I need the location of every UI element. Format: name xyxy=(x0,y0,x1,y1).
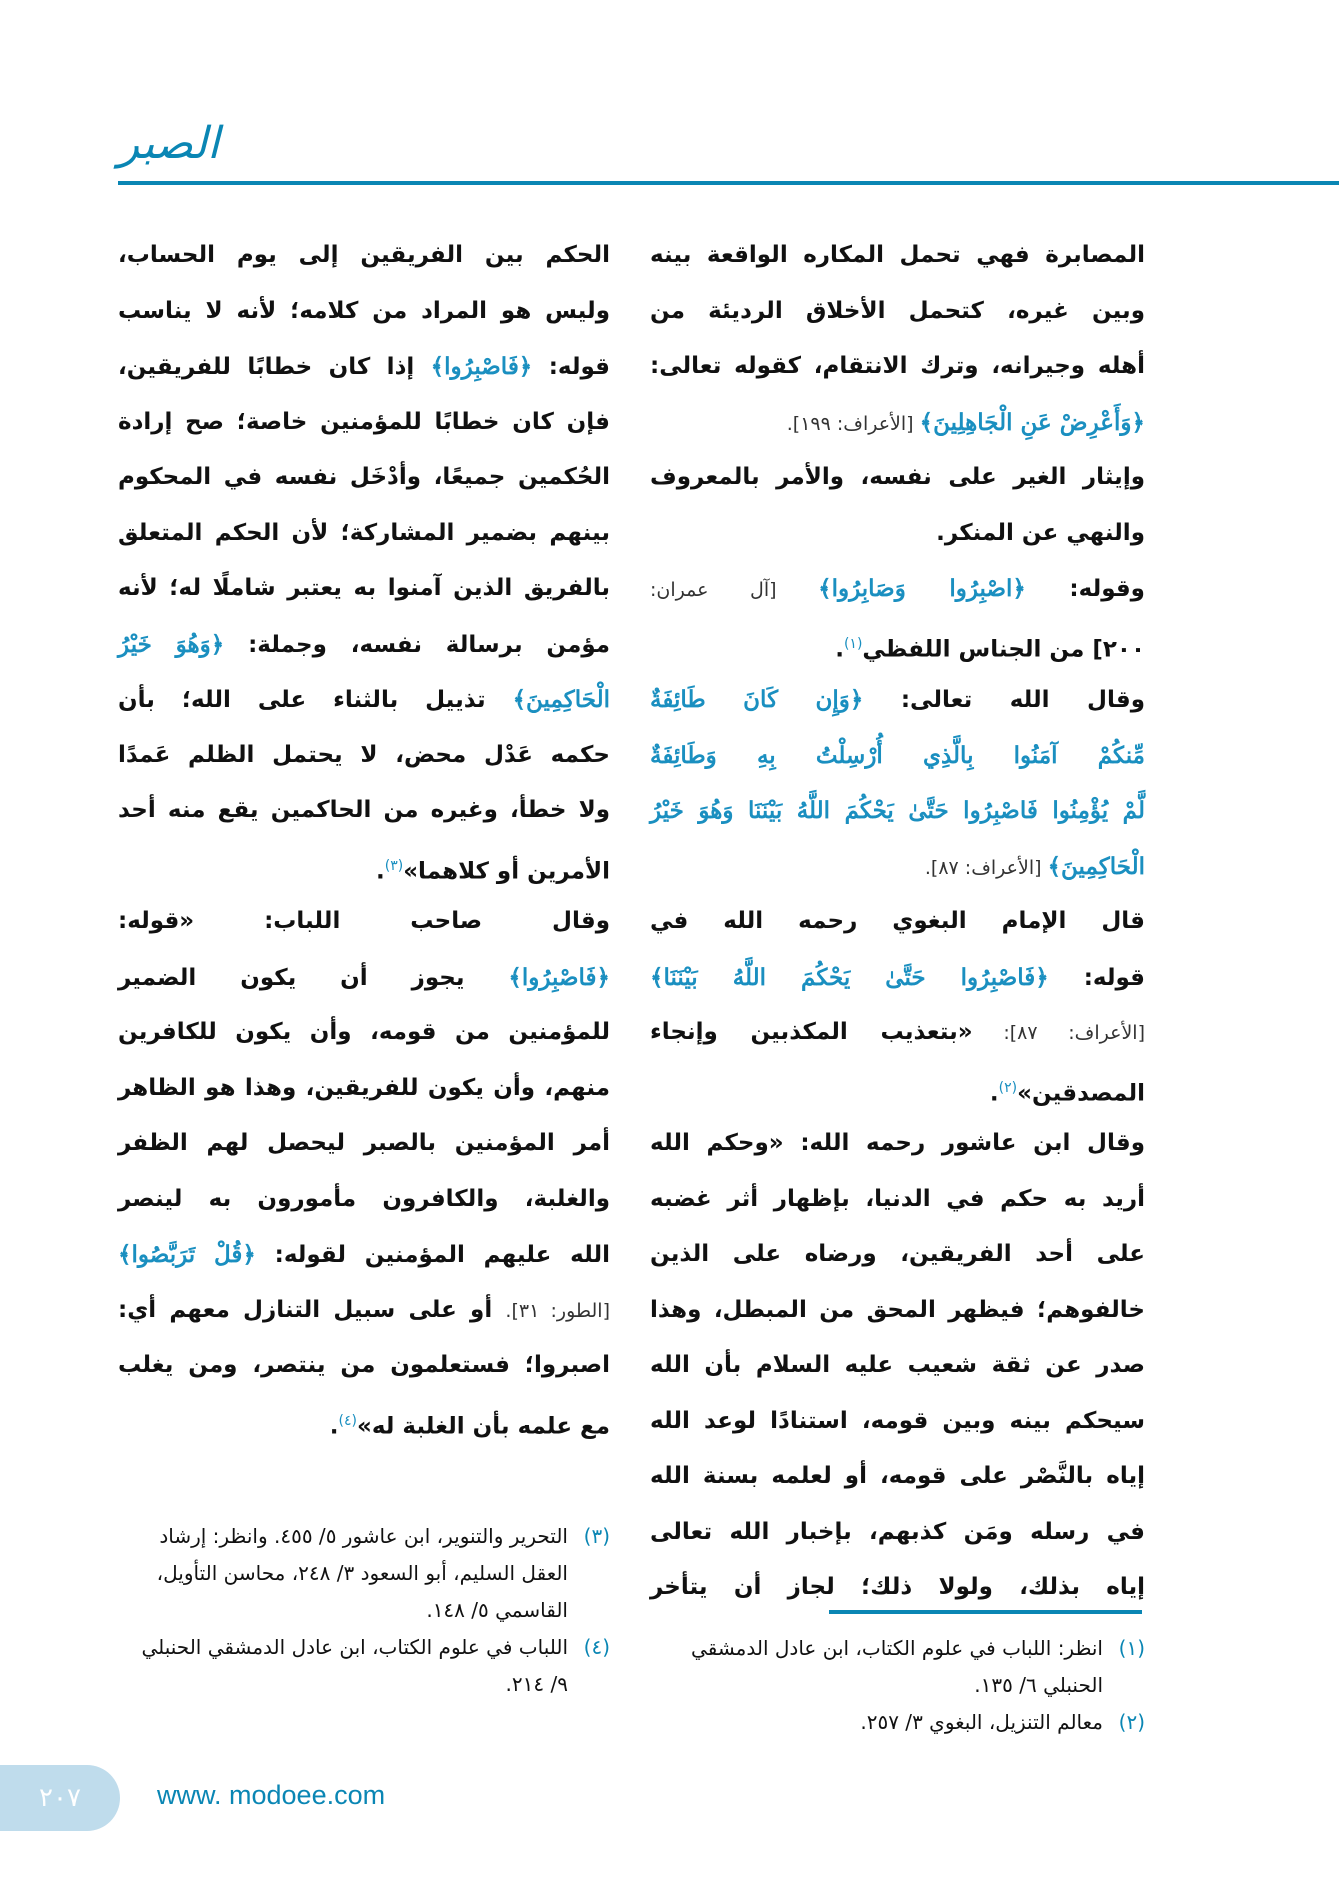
text-segment: إذا كان خطابًا للفريقين، xyxy=(118,354,431,380)
text-line xyxy=(118,950,610,1006)
header-rule xyxy=(118,181,1339,185)
text-segment: ٢٠٠] من الجناس اللفظي xyxy=(862,636,1145,663)
verse-reference: [الأعراف: ١٩٩]. xyxy=(786,412,920,435)
text-segment: وإيثار الغير على نفسه، والأمر بالمعروف xyxy=(650,464,1145,490)
text-line xyxy=(650,561,1145,617)
text-segment: أريد به حكم في الدنيا، بإظهار أثر غضبه xyxy=(650,1185,1145,1212)
quran-verse: ﴿وَهُوَ خَيْرُ xyxy=(118,630,225,658)
verse-reference: [الأعراف: ٨٧]. xyxy=(924,856,1048,879)
text-segment: فإن كان خطابًا للمؤمنين خاصة؛ صح إرادة xyxy=(118,408,610,435)
text-line xyxy=(650,1172,1145,1228)
text-line xyxy=(650,1227,1145,1283)
text-segment: وقوله: xyxy=(1025,576,1145,602)
text-segment: قوله: xyxy=(532,354,610,380)
text-segment: إياه بذلك، ولولا ذلك؛ لجاز أن يتأخر xyxy=(650,1574,1145,1600)
text-line xyxy=(650,506,1145,562)
text-line xyxy=(650,284,1145,340)
text-line xyxy=(118,1227,610,1283)
footnote-ref: (١) xyxy=(843,635,863,652)
text-segment: المصابرة فهي تحمل المكاره الواقعة بينه xyxy=(650,242,1145,268)
footnote-text: التحرير والتنوير، ابن عاشور ٥/ ٤٥٥. وانظر: إرشاد العقل السليم، أبو السعود ٣/ ٢٤٨، محاسن التأويل، القاسمي ٥/ ١٤٨. xyxy=(156,1524,568,1622)
text-line xyxy=(118,561,610,617)
text-segment: وليس هو المراد من كلامه؛ لأنه لا يناسب xyxy=(118,297,610,324)
text-segment: الله عليهم المؤمنين لقوله: xyxy=(255,1242,610,1268)
text-segment: أمر المؤمنين بالصبر ليحصل لهم الظفر xyxy=(118,1130,610,1156)
text-segment: المصدقين» xyxy=(1017,1080,1145,1107)
quran-verse: ﴿فَاصْبِرُوا حَتَّىٰ يَحْكُمَ اللَّهُ بَيْنَنَا﴾ xyxy=(650,963,1049,991)
text-segment: للمؤمنين من قومه، وأن يكون للكافرين xyxy=(118,1019,610,1045)
text-line xyxy=(650,1005,1145,1061)
text-line xyxy=(118,617,610,673)
text-segment: قوله: xyxy=(1048,964,1145,991)
text-segment: الأمرين أو كلاهما» xyxy=(403,858,610,885)
footnote-number: (٣) xyxy=(583,1524,610,1548)
text-segment: على أحد الفريقين، ورضاه على الذين xyxy=(650,1241,1145,1267)
chapter-title: الصبر xyxy=(118,118,220,169)
right-column xyxy=(650,228,1145,1616)
quran-verse: الْحَاكِمِينَ﴾ xyxy=(1047,852,1145,880)
text-line xyxy=(118,1283,610,1339)
text-line xyxy=(650,1061,1145,1117)
quran-verse: ﴿اصْبِرُوا وَصَابِرُوا﴾ xyxy=(818,575,1026,602)
text-segment: والنهي عن المنكر. xyxy=(936,519,1145,546)
text-line xyxy=(118,728,610,784)
text-segment: وقال ابن عاشور رحمه الله: «وحكم الله xyxy=(650,1130,1145,1156)
quran-verse: الْحَاكِمِينَ﴾ xyxy=(512,686,610,713)
footnote-text: انظر: اللباب في علوم الكتاب، ابن عادل الدمشقي الحنبلي ٦/ ١٣٥. xyxy=(691,1636,1103,1697)
quran-verse: ﴿وَإِن كَانَ طَائِفَةٌ xyxy=(650,686,864,713)
text-segment: . xyxy=(835,636,844,663)
text-line xyxy=(650,672,1145,728)
footnote-number: (١) xyxy=(1118,1636,1145,1660)
text-segment: تذييل بالثناء على الله؛ بأن xyxy=(118,687,513,713)
text-line xyxy=(118,1338,610,1394)
text-line xyxy=(650,1283,1145,1339)
text-segment: . xyxy=(375,858,385,885)
left-column xyxy=(118,228,610,1449)
text-line xyxy=(118,1061,610,1117)
footnote-separator xyxy=(829,1610,1142,1614)
text-line xyxy=(650,450,1145,506)
text-line xyxy=(118,450,610,506)
text-line xyxy=(650,839,1145,895)
text-line xyxy=(650,950,1145,1006)
footnote-text: اللباب في علوم الكتاب، ابن عادل الدمشقي الحنبلي ٩/ ٢١٤. xyxy=(141,1635,568,1696)
text-line xyxy=(650,1505,1145,1561)
text-segment: . xyxy=(989,1080,999,1107)
text-segment: بينهم بضمير المشاركة؛ لأن الحكم المتعلق xyxy=(118,519,610,546)
text-segment: وقال الله تعالى: xyxy=(863,687,1145,713)
text-line xyxy=(118,395,610,451)
text-line xyxy=(650,228,1145,284)
footnote-ref: (٤) xyxy=(338,1412,357,1429)
footnotes-right xyxy=(650,1630,1145,1741)
footnote xyxy=(650,1704,1145,1741)
footnote-ref: (٢) xyxy=(998,1079,1018,1096)
text-line xyxy=(650,894,1145,950)
text-line xyxy=(118,1005,610,1061)
text-line xyxy=(118,284,610,340)
quran-verse: ﴿فَاصْبِرُوا﴾ xyxy=(430,353,533,380)
text-line xyxy=(650,1338,1145,1394)
quran-verse: مِّنكُمْ آمَنُوا بِالَّذِي أُرْسِلْتُ بِهِ وَطَائِفَةٌ xyxy=(650,741,1145,769)
text-line xyxy=(118,1172,610,1228)
text-line xyxy=(118,783,610,839)
text-line xyxy=(118,672,610,728)
text-segment: سيحكم بينه وبين قومه، استنادًا لوعد الله xyxy=(650,1407,1145,1434)
text-line xyxy=(650,395,1145,451)
text-segment: في رسله ومَن كذبهم، بإخبار الله تعالى xyxy=(650,1518,1145,1545)
text-line xyxy=(650,1116,1145,1172)
text-line xyxy=(650,783,1145,839)
text-line xyxy=(118,1116,610,1172)
text-segment: مع علمه بأن الغلبة له» xyxy=(356,1413,610,1440)
text-line xyxy=(650,339,1145,395)
quran-verse: ﴿فَاصْبِرُوا﴾ xyxy=(508,963,610,991)
text-line xyxy=(118,894,610,950)
quran-verse: لَّمْ يُؤْمِنُوا فَاصْبِرُوا حَتَّىٰ يَحْكُمَ اللَّهُ بَيْنَنَا وَهُوَ خَيْرُ xyxy=(650,797,1145,824)
text-line xyxy=(650,617,1145,673)
footnote xyxy=(118,1518,610,1629)
text-segment: وقال صاحب اللباب: «قوله: xyxy=(118,908,610,934)
text-segment: أو على سبيل التنازل معهم أي: xyxy=(118,1296,506,1323)
text-segment: أهله وجيرانه، وترك الانتقام، كقوله تعالى: xyxy=(650,353,1145,379)
text-line xyxy=(118,839,610,895)
footnote-number: (٤) xyxy=(583,1635,610,1659)
text-segment: وبين غيره، كتحمل الأخلاق الرديئة من xyxy=(650,297,1145,324)
footnote-number: (٢) xyxy=(1118,1710,1145,1734)
text-line xyxy=(118,1394,610,1450)
text-segment: اصبروا؛ فستعلمون من ينتصر، ومن يغلب xyxy=(118,1352,610,1378)
text-segment: بالفريق الذين آمنوا به يعتبر شاملًا له؛ لأنه xyxy=(118,575,610,601)
text-segment: قال الإمام البغوي رحمه الله في xyxy=(650,908,1145,934)
text-segment: منهم، وأن يكون للفريقين، وهذا هو الظاهر xyxy=(118,1074,610,1101)
quran-verse: ﴿وَأَعْرِضْ عَنِ الْجَاهِلِينَ﴾ xyxy=(919,408,1145,436)
footnote xyxy=(118,1629,610,1703)
website-url: www. modoee.com xyxy=(157,1780,386,1810)
text-line xyxy=(118,506,610,562)
text-segment: حكمه عَدْل محض، لا يحتمل الظلم عَمدًا xyxy=(118,741,610,768)
footnotes-left xyxy=(118,1518,610,1703)
text-segment: . xyxy=(329,1413,339,1440)
text-segment: الحُكمين جميعًا، وأدْخَل نفسه في المحكوم xyxy=(118,464,610,490)
text-segment: إياه بالنَّصْر على قومه، أو لعلمه بسنة الله xyxy=(650,1463,1145,1489)
text-line xyxy=(650,1394,1145,1450)
text-segment: خالفوهم؛ فيظهر المحق من المبطل، وهذا xyxy=(650,1296,1145,1323)
text-line xyxy=(650,728,1145,784)
text-segment: يجوز أن يكون الضمير xyxy=(118,964,509,991)
verse-reference: [الأعراف: ٨٧]: xyxy=(972,1022,1145,1044)
text-line xyxy=(118,228,610,284)
text-line xyxy=(650,1449,1145,1505)
text-segment: ولا خطأ، وغيره من الحاكمين يقع منه أحد xyxy=(118,797,610,823)
text-segment: مؤمن برسالة نفسه، وجملة: xyxy=(224,631,610,658)
verse-reference: [آل عمران: xyxy=(650,579,819,601)
text-segment: الحكم بين الفريقين إلى يوم الحساب، xyxy=(118,242,610,268)
quran-verse: ﴿قُلْ تَرَبَّصُوا﴾ xyxy=(118,1241,256,1268)
text-segment: صدر عن ثقة شعيب عليه السلام بأن الله xyxy=(650,1352,1145,1378)
verse-reference: [الطور: ٣١]. xyxy=(505,1299,610,1322)
text-line xyxy=(118,339,610,395)
text-line xyxy=(650,1560,1145,1616)
text-segment: والغلبة، والكافرون مأمورون به لينصر xyxy=(118,1185,610,1212)
text-segment: «بتعذيب المكذبين وإنجاء xyxy=(650,1019,973,1045)
footnote xyxy=(650,1630,1145,1704)
footnote-ref: (٣) xyxy=(384,857,404,874)
footnote-text: معالم التنزيل، البغوي ٣/ ٢٥٧. xyxy=(860,1710,1103,1734)
page-number: ٢٠٧ xyxy=(0,1765,120,1831)
